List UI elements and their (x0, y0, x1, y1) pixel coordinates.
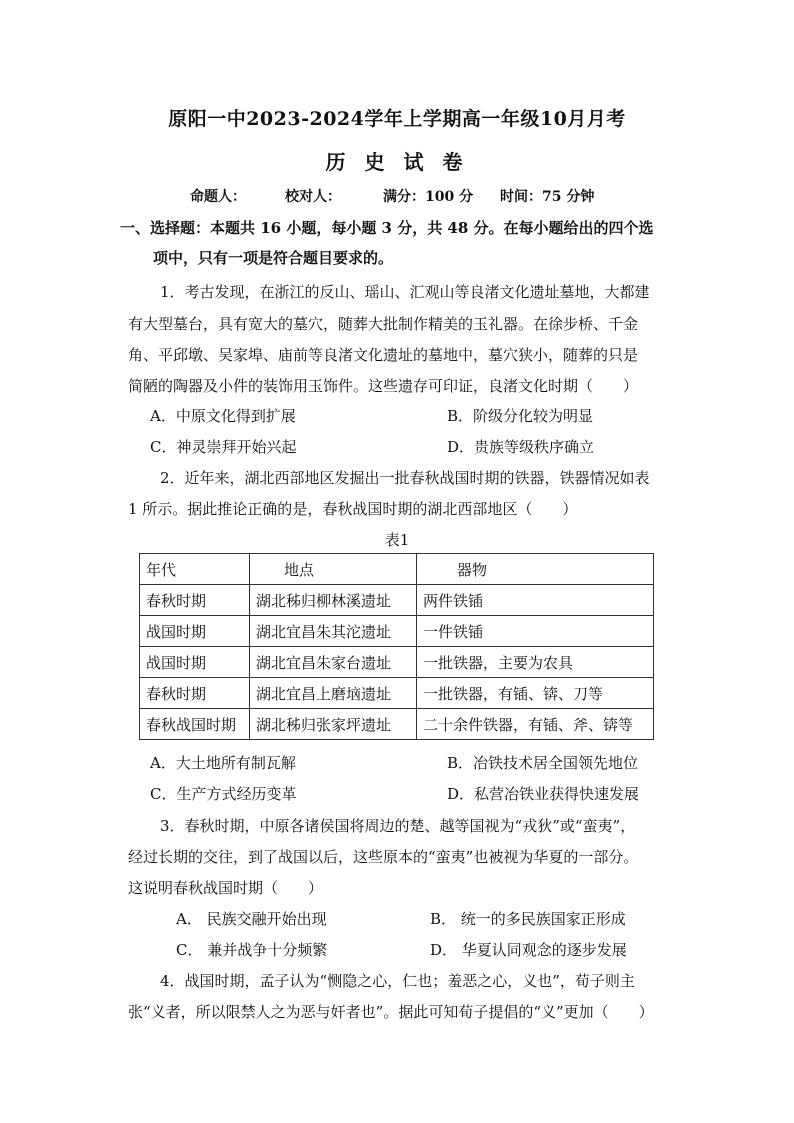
exam-subtitle: 历 史 试 卷 (325, 150, 469, 174)
time-limit: 时间：75 分钟 (500, 189, 595, 205)
table-cell: 战国时期 (140, 647, 250, 678)
table-cell: 湖北秭归张家坪遗址 (250, 709, 417, 740)
table-cell: 湖北宜昌朱其沱遗址 (250, 616, 417, 647)
table-row (140, 678, 654, 709)
q3-option-c: C． 兼并战争十分频繁 (176, 941, 328, 959)
q1-option-c: C．神灵崇拜开始兴起 (150, 438, 297, 456)
q1-option-a: A．中原文化得到扩展 (150, 407, 296, 425)
table-cell: 湖北宜昌朱家台遗址 (250, 647, 417, 678)
q3-line-3: 这说明春秋战国时期（ ） (128, 879, 324, 897)
table-cell: 战国时期 (140, 616, 250, 647)
table-header-row (140, 554, 654, 585)
q1-option-b: B．阶级分化较为明显 (447, 407, 594, 425)
q3-line-1: 3．春秋时期，中原各诸侯国将周边的楚、越等国视为“戎狄”或“蛮夷”， (160, 817, 636, 835)
q3-option-b: B． 统一的多民族国家正形成 (430, 910, 626, 928)
table-cell: 湖北宜昌上磨垴遗址 (250, 678, 417, 709)
table-cell: 一件铁锸 (417, 616, 654, 647)
section-heading-line2: 项中，只有一项是符合题目要求的。 (153, 249, 394, 267)
full-score: 满分：100 分 (383, 189, 474, 205)
table-cell: 一批铁器，主要为农具 (417, 647, 654, 678)
q1-line-4: 简陋的陶器及小件的装饰用玉饰件。这些遗存可印证，良渚文化时期（ ） (128, 377, 639, 395)
q1-line-2: 有大型墓台，具有宽大的墓穴，随葬大批制作精美的玉礼器。在徐步桥、千金 (128, 315, 639, 333)
relics-table (139, 553, 654, 740)
table-header-cell: 年代 (140, 554, 250, 585)
table-row (140, 709, 654, 740)
q3-option-a: A． 民族交融开始出现 (176, 910, 327, 928)
section-heading-line1: 一、选择题：本题共 16 小题，每小题 3 分，共 48 分。在每小题给出的四个选 (120, 219, 654, 237)
table-cell: 湖北秭归柳林溪遗址 (250, 585, 417, 616)
table-row (140, 647, 654, 678)
exam-title: 原阳一中2023-2024学年上学期高一年级10月月考 (168, 108, 626, 130)
q3-option-d: D． 华夏认同观念的逐步发展 (430, 941, 627, 959)
q2-line-1: 2．近年来，湖北西部地区发掘出一批春秋战国时期的铁器，铁器情况如表 (160, 469, 650, 487)
q2-option-b: B．冶铁技术居全国领先地位 (447, 754, 639, 772)
table-cell: 两件铁锸 (417, 585, 654, 616)
table-header-cell: 器物 (417, 554, 654, 585)
q2-option-c: C．生产方式经历变革 (150, 785, 297, 803)
q1-option-d: D．贵族等级秩序确立 (447, 438, 595, 456)
author-label: 命题人： (190, 189, 246, 205)
q2-option-d: D．私营冶铁业获得快速发展 (447, 785, 640, 803)
q4-line-2: 张“义者，所以限禁人之为恶与奸者也”。据此可知荀子提倡的“义”更加（ ） (128, 1003, 654, 1021)
q4-line-1: 4．战国时期，孟子认为“恻隐之心，仁也；羞恶之心，义也”，荀子则主 (160, 972, 635, 990)
table-header-cell: 地点 (250, 554, 417, 585)
table-row (140, 616, 654, 647)
table-cell: 一批铁器，有锸、锛、刀等 (417, 678, 654, 709)
q1-line-3: 角、平邱墩、吴家埠、庙前等良渚文化遗址的墓地中，墓穴狭小，随葬的只是 (128, 346, 639, 364)
table-cell: 二十余件铁器，有锸、斧、锛等 (417, 709, 654, 740)
table-cell: 春秋时期 (140, 678, 250, 709)
table-row (140, 585, 654, 616)
q2-option-a: A．大土地所有制瓦解 (150, 754, 296, 772)
checker-label: 校对人： (285, 189, 341, 205)
q1-line-1: 1．考古发现，在浙江的反山、瑶山、汇观山等良渚文化遗址墓地，大都建 (160, 283, 650, 301)
q3-line-2: 经过长期的交往，到了战国以后，这些原本的“蛮夷”也被视为华夏的一部分。 (128, 848, 639, 866)
q2-line-2: 1 所示。据此推论正确的是，春秋战国时期的湖北西部地区（ ） (128, 500, 578, 518)
table-cell: 春秋战国时期 (140, 709, 250, 740)
table-caption: 表1 (384, 531, 410, 549)
table-cell: 春秋时期 (140, 585, 250, 616)
